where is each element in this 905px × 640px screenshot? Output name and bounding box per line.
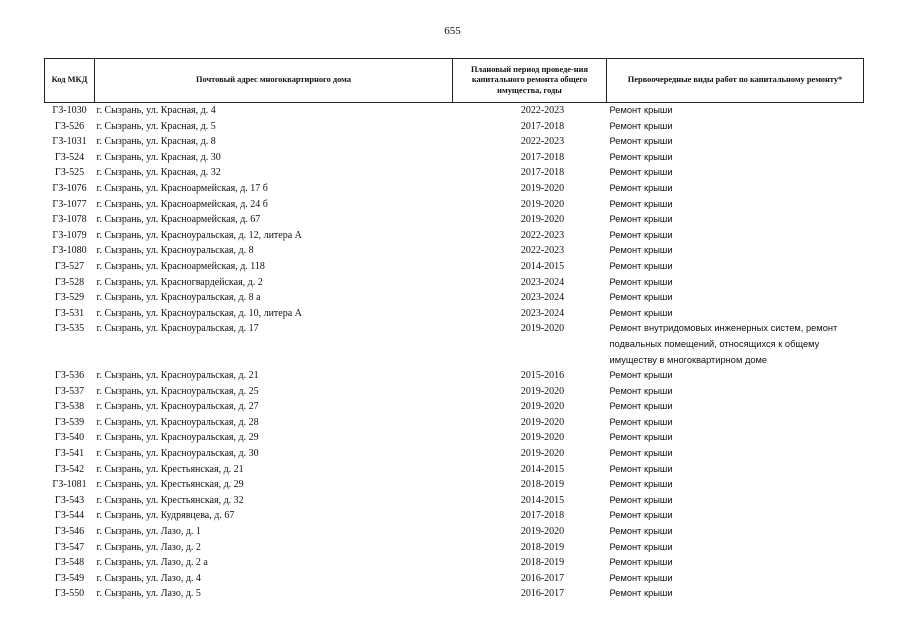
row-code: ГЗ-535 bbox=[54, 323, 85, 335]
table-row bbox=[45, 508, 864, 524]
row-code: ГЗ-538 bbox=[54, 401, 85, 413]
row-code: ГЗ-1030 bbox=[52, 105, 87, 116]
row-works: Ремонт крыши bbox=[609, 151, 673, 162]
row-address: г. Сызрань, ул. Красноармейская, д. 67 bbox=[96, 214, 261, 226]
row-works: Ремонт крыши bbox=[609, 541, 673, 552]
row-period: 2019-2020 bbox=[520, 214, 565, 226]
row-address: г. Сызрань, ул. Красная, д. 32 bbox=[96, 167, 221, 179]
row-works: Ремонт крыши bbox=[609, 526, 673, 537]
row-address: г. Сызрань, ул. Красноуральская, д. 28 bbox=[96, 416, 259, 428]
row-period: 2017-2018 bbox=[520, 120, 565, 132]
row-address: г. Сызрань, ул. Красная, д. 30 bbox=[96, 151, 221, 163]
row-address: г. Сызрань, ул. Красноармейская, д. 17 б bbox=[96, 182, 268, 194]
row-code: ГЗ-527 bbox=[54, 260, 85, 272]
row-code: ГЗ-540 bbox=[54, 432, 85, 444]
row-period: 2018-2019 bbox=[520, 557, 565, 569]
header-code: Код МКД bbox=[45, 59, 95, 103]
row-period: 2023-2024 bbox=[520, 276, 565, 288]
row-period: 2019-2020 bbox=[520, 432, 565, 444]
table-row bbox=[45, 555, 864, 571]
row-address: г. Сызрань, ул. Лазо, д. 4 bbox=[96, 572, 201, 584]
row-period: 2019-2020 bbox=[520, 416, 565, 428]
table-row bbox=[45, 462, 864, 478]
table-row bbox=[45, 586, 864, 602]
row-works: Ремонт внутридомовых инженерных систем, ремонт подвальных помещений, относящихся к общему имуществу в многоквартирном доме bbox=[609, 323, 838, 365]
row-works: Ремонт крыши bbox=[609, 229, 673, 240]
table-row bbox=[45, 430, 864, 446]
table-row bbox=[45, 540, 864, 556]
table-row bbox=[45, 384, 864, 400]
row-code: ГЗ-547 bbox=[54, 541, 85, 553]
row-works: Ремонт крыши bbox=[609, 416, 673, 427]
header-period: Плановый период проведе-ния капитального ремонта общего имущества, годы bbox=[453, 59, 607, 103]
row-address: г. Сызрань, ул. Крестьянская, д. 21 bbox=[96, 463, 244, 475]
row-period: 2022-2023 bbox=[520, 229, 565, 241]
row-period: 2014-2015 bbox=[520, 494, 565, 506]
row-works: Ремонт крыши bbox=[609, 370, 673, 381]
row-address: г. Сызрань, ул. Красноуральская, д. 12, литера А bbox=[96, 229, 302, 241]
row-address: г. Сызрань, ул. Лазо, д. 2 а bbox=[96, 557, 208, 569]
table-row bbox=[45, 524, 864, 540]
row-code: ГЗ-526 bbox=[54, 120, 85, 132]
row-code: ГЗ-537 bbox=[54, 385, 85, 397]
table-row bbox=[45, 197, 864, 213]
row-works: Ремонт крыши bbox=[609, 479, 673, 490]
row-period: 2018-2019 bbox=[520, 541, 565, 553]
row-works: Ремонт крыши bbox=[609, 120, 673, 131]
row-period: 2017-2018 bbox=[520, 151, 565, 163]
row-address: г. Сызрань, ул. Красноуральская, д. 21 bbox=[96, 370, 259, 382]
table-row bbox=[45, 150, 864, 166]
row-period: 2019-2020 bbox=[520, 198, 565, 210]
row-period: 2023-2024 bbox=[520, 292, 565, 304]
row-works: Ремонт крыши bbox=[609, 385, 673, 396]
row-code: ГЗ-539 bbox=[54, 416, 85, 428]
row-period: 2017-2018 bbox=[520, 167, 565, 179]
table-row bbox=[45, 493, 864, 509]
table-row bbox=[45, 103, 864, 119]
table-row bbox=[45, 243, 864, 259]
table-row bbox=[45, 446, 864, 462]
table-row bbox=[45, 477, 864, 493]
table-row bbox=[45, 368, 864, 384]
row-period: 2019-2020 bbox=[520, 448, 565, 460]
row-works: Ремонт крыши bbox=[609, 588, 673, 599]
row-code: ГЗ-1079 bbox=[52, 229, 87, 241]
row-code: ГЗ-550 bbox=[54, 588, 85, 600]
table-row bbox=[45, 212, 864, 228]
row-period: 2019-2020 bbox=[520, 526, 565, 538]
row-period: 2018-2019 bbox=[520, 479, 565, 491]
row-period: 2016-2017 bbox=[520, 572, 565, 584]
row-period: 2022-2023 bbox=[520, 136, 565, 148]
row-code: ГЗ-1031 bbox=[52, 136, 87, 148]
row-code: ГЗ-1077 bbox=[52, 198, 87, 210]
row-code: ГЗ-1080 bbox=[52, 245, 87, 257]
row-code: ГЗ-542 bbox=[54, 463, 85, 475]
row-address: г. Сызрань, ул. Лазо, д. 5 bbox=[96, 588, 201, 600]
row-address: г. Сызрань, ул. Красноуральская, д. 27 bbox=[96, 401, 259, 413]
row-address: г. Сызрань, ул. Красноуральская, д. 25 bbox=[96, 385, 259, 397]
row-works: Ремонт крыши bbox=[609, 572, 673, 583]
row-address: г. Сызрань, ул. Красноуральская, д. 8 bbox=[96, 245, 254, 257]
row-address: г. Сызрань, ул. Кудрявцева, д. 67 bbox=[96, 510, 235, 522]
row-works: Ремонт крыши bbox=[609, 510, 673, 521]
header-address: Почтовый адрес многоквартирного дома bbox=[95, 59, 453, 103]
row-works: Ремонт крыши bbox=[609, 105, 673, 115]
table-row bbox=[45, 181, 864, 197]
table-row bbox=[45, 119, 864, 135]
row-address: г. Сызрань, ул. Красноуральская, д. 29 bbox=[96, 432, 259, 444]
row-address: г. Сызрань, ул. Красноармейская, д. 118 bbox=[96, 260, 265, 272]
table-row bbox=[45, 306, 864, 322]
table-row bbox=[45, 228, 864, 244]
table-row bbox=[45, 165, 864, 181]
row-period: 2014-2015 bbox=[520, 463, 565, 475]
table-row bbox=[45, 290, 864, 306]
row-works: Ремонт крыши bbox=[609, 167, 673, 178]
table-row bbox=[45, 275, 864, 291]
table-row bbox=[45, 134, 864, 150]
row-code: ГЗ-1081 bbox=[52, 479, 87, 491]
table-row bbox=[45, 399, 864, 415]
row-works: Ремонт крыши bbox=[609, 432, 673, 443]
row-works: Ремонт крыши bbox=[609, 214, 673, 225]
row-works: Ремонт крыши bbox=[609, 276, 673, 287]
table-body bbox=[45, 103, 864, 603]
row-works: Ремонт крыши bbox=[609, 307, 673, 318]
row-works: Ремонт крыши bbox=[609, 292, 673, 303]
row-code: ГЗ-1076 bbox=[52, 182, 87, 194]
row-code: ГЗ-528 bbox=[54, 276, 85, 288]
table-row bbox=[45, 571, 864, 587]
header-works: Первоочередные виды работ по капитальному ремонту* bbox=[607, 59, 864, 103]
row-period: 2016-2017 bbox=[520, 588, 565, 600]
row-code: ГЗ-524 bbox=[54, 151, 85, 163]
row-works: Ремонт крыши bbox=[609, 557, 673, 568]
table-row bbox=[45, 321, 864, 368]
row-period: 2017-2018 bbox=[520, 510, 565, 522]
table-row bbox=[45, 415, 864, 431]
row-address: г. Сызрань, ул. Лазо, д. 1 bbox=[96, 526, 201, 538]
row-period: 2022-2023 bbox=[520, 245, 565, 257]
row-period: 2019-2020 bbox=[520, 385, 565, 397]
row-code: ГЗ-549 bbox=[54, 572, 85, 584]
row-works: Ремонт крыши bbox=[609, 401, 673, 412]
row-address: г. Сызрань, ул. Красная, д. 5 bbox=[96, 120, 216, 132]
row-works: Ремонт крыши bbox=[609, 260, 673, 271]
row-address: г. Сызрань, ул. Красноуральская, д. 8 а bbox=[96, 292, 261, 304]
row-code: ГЗ-529 bbox=[54, 292, 85, 304]
row-code: ГЗ-536 bbox=[54, 370, 85, 382]
row-address: г. Сызрань, ул. Красноуральская, д. 30 bbox=[96, 448, 259, 460]
row-address: г. Сызрань, ул. Красноармейская, д. 24 б bbox=[96, 198, 268, 210]
row-code: ГЗ-541 bbox=[54, 448, 85, 460]
repair-plan-table bbox=[44, 58, 864, 602]
row-works: Ремонт крыши bbox=[609, 245, 673, 256]
row-works: Ремонт крыши bbox=[609, 463, 673, 474]
row-period: 2023-2024 bbox=[520, 307, 565, 319]
row-works: Ремонт крыши bbox=[609, 494, 673, 505]
row-address: г. Сызрань, ул. Красная, д. 4 bbox=[96, 105, 216, 116]
row-code: ГЗ-544 bbox=[54, 510, 85, 522]
table-header bbox=[45, 59, 864, 103]
row-code: ГЗ-1078 bbox=[52, 214, 87, 226]
row-works: Ремонт крыши bbox=[609, 448, 673, 459]
row-period: 2019-2020 bbox=[520, 323, 565, 335]
row-code: ГЗ-548 bbox=[54, 557, 85, 569]
row-period: 2014-2015 bbox=[520, 260, 565, 272]
row-period: 2019-2020 bbox=[520, 401, 565, 413]
table-row bbox=[45, 259, 864, 275]
row-code: ГЗ-525 bbox=[54, 167, 85, 179]
row-address: г. Сызрань, ул. Лазо, д. 2 bbox=[96, 541, 201, 553]
row-address: г. Сызрань, ул. Крестьянская, д. 32 bbox=[96, 494, 244, 506]
row-address: г. Сызрань, ул. Красная, д. 8 bbox=[96, 136, 216, 148]
row-works: Ремонт крыши bbox=[609, 182, 673, 193]
row-period: 2015-2016 bbox=[520, 370, 565, 382]
row-code: ГЗ-531 bbox=[54, 307, 85, 319]
row-address: г. Сызрань, ул. Красноуральская, д. 10, литера А bbox=[96, 307, 302, 319]
row-works: Ремонт крыши bbox=[609, 136, 673, 147]
row-address: г. Сызрань, ул. Красногвардейская, д. 2 bbox=[96, 276, 263, 288]
row-period: 2019-2020 bbox=[520, 182, 565, 194]
row-address: г. Сызрань, ул. Крестьянская, д. 29 bbox=[96, 479, 244, 491]
row-address: г. Сызрань, ул. Красноуральская, д. 17 bbox=[96, 323, 259, 335]
row-period: 2022-2023 bbox=[520, 105, 565, 116]
page-number: 655 bbox=[444, 25, 461, 37]
row-code: ГЗ-543 bbox=[54, 494, 85, 506]
row-works: Ремонт крыши bbox=[609, 198, 673, 209]
row-code: ГЗ-546 bbox=[54, 526, 85, 538]
